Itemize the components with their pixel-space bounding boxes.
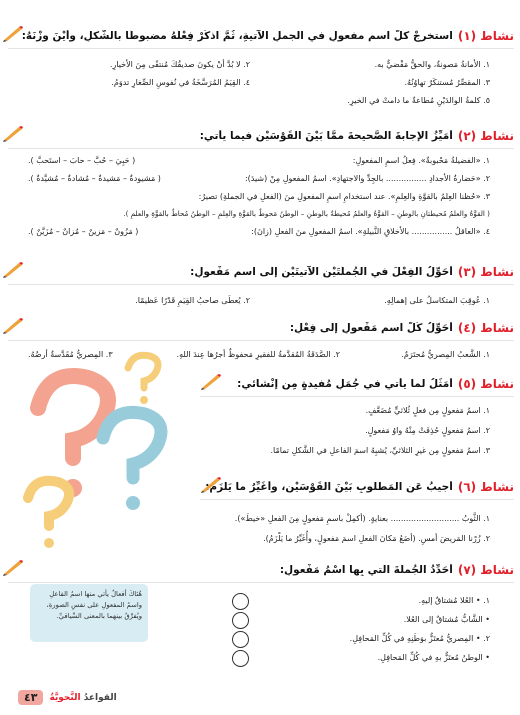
answer-circle[interactable]: [232, 593, 249, 610]
pencil-icon: [2, 262, 24, 278]
activity-2-header: [8, 126, 514, 146]
page-footer: [18, 690, 117, 705]
activity-2-item: ١. «الفضيلةُ مَحْبوبةٌ». فِعلُ اسمِ المفعولِ:: [352, 156, 490, 165]
page-number: ٤٣: [18, 690, 43, 705]
activity-6-item: ١. الثَّوبُ ........................... بعنايةٍ. (أكمِلْ باسمِ مَفعولٍ مِنَ الفعلِ «خيطَ»).: [234, 514, 490, 523]
activity-1-header: [8, 26, 514, 46]
pencil-icon: [2, 126, 24, 142]
note-box: [30, 584, 148, 642]
activity-instruction: أحَوِّلُ الفِعْلَ في الجُملَتَيْنِ الآتيتَيْنِ إلى اسمِ مَفْعولٍ:: [190, 266, 453, 278]
activity-1-item: ٤. القِيَمُ المُرَسَّخَةُ في نُفوسِ الصِّغارِ تدوَمُ.: [111, 78, 250, 87]
activity-3-item: ٢. يُعطَى صاحبُ القِيَمِ قَدْرًا عَظيمًا.: [135, 296, 250, 305]
answer-circle[interactable]: [232, 631, 249, 648]
footer-title-accent: النَّحويَّةُ: [49, 692, 81, 703]
activity-1-item: ٣. المقصِّرُ مُستنكَرٌ تهاوُنُهُ.: [404, 78, 490, 87]
activity-3-item: ١. عُوقِبَ المتكاسلُ على إهمالِهِ.: [384, 296, 490, 305]
question-marks-illustration: [8, 348, 198, 558]
pencil-icon: [200, 477, 222, 493]
pencil-icon: [2, 318, 24, 334]
activity-7-item: • الوطنُ مُعتَزٌّ بهِ في كُلِّ المَحافِلِ.: [377, 653, 490, 662]
activity-instruction: أحَدِّدُ الجُملَةَ الَّتي بِها اسْمُ مَفْعولٍ:: [279, 564, 453, 576]
answer-circle[interactable]: [232, 650, 249, 667]
activity-1-item: ١. الأمانةُ مَصونةٌ، والحقُّ مَقْضيٌّ به.: [374, 60, 490, 69]
activity-6-item: ٢. زُرْنا المَريضَ أمسِ. (أضَعُ مَكانَ الفعلِ اسمَ مَفعولٍ، وأُغَيِّرُ ما يَلْزَمُ).: [263, 534, 490, 543]
pencil-icon: [2, 26, 24, 42]
activity-4-header: [8, 318, 514, 338]
activity-1-item: ٥. كلمةُ الوالدَيْنِ مُطاعةٌ ما دامتْ في الخيرِ.: [347, 96, 490, 105]
activity-instruction: أمَيِّزُ الإجابةَ الصَّحيحةَ ممَّا بَيْنَ القَوْسَيْنِ فيما يأْتي:: [199, 130, 453, 142]
activity-2-options: ( مَشيودةٌ – مَشيدةٌ – مُشادةٌ – مُشيَّدةٌ ).: [28, 174, 161, 183]
activity-label: نشاط (٦): [457, 480, 514, 494]
activity-3-header: [8, 262, 514, 282]
note-text: هُنَاكَ أفعالٌ يأتي منها اسمُ الفاعلِ واسمُ المفعولِ على نفسِ الصورةِ، ويُفرَّقُ بينهما بالمعنى السِّياقيِّ.: [46, 590, 142, 620]
activity-label: نشاط (٥): [457, 377, 514, 391]
activity-2-item: ٢. «حَضارةُ الأجدادِ ................ بالجِدِّ والاجتهادِ». اسمُ المفعولِ مِنْ (شيدَ):: [244, 174, 490, 183]
activity-label: نشاط (٢): [457, 129, 514, 143]
activity-instruction: أمَثِّلُ لما يأتي في جُمَلٍ مُفيدةٍ مِن إنْشائي:: [237, 378, 453, 390]
pencil-icon: [2, 560, 24, 576]
activity-label: نشاط (٣): [457, 265, 514, 279]
activity-7-header: [8, 560, 514, 580]
activity-1-item: ٢. لا بُدَّ أنْ يكونَ صديقُكَ مُنتقًى مِنَ الأخيارِ.: [109, 60, 250, 69]
activity-5-item: ٣. اسمُ مَفعولٍ مِن غيرِ الثلاثيِّ، يُشبِهُ اسمَ الفاعلِ في الشَّكلِ تمامًا.: [270, 446, 490, 455]
activity-label: نشاط (٧): [457, 563, 514, 577]
activity-4-item: ١. الشَّعبُ المِصريُّ مُحتَرَمٌ.: [401, 350, 490, 359]
activity-label: نشاط (٤): [457, 321, 514, 335]
activity-4-item: ٢. الصَّدَقَةُ المُقدَّمةُ للفقيرِ مَحفوظٌ أجرُها عِندَ اللهِ.: [176, 350, 340, 359]
activity-instruction: أُجيبُ عَنِ المَطلوبِ بَيْنَ القَوْسَيْنِ، وأُغَيِّرُ ما يَلْزَمُ:: [205, 481, 453, 493]
activity-5-item: ٢. اسمُ مَفعولٍ حُذِفَتْ مِنْهُ واوُ مَفعولٍ.: [365, 426, 490, 435]
activity-2-options: ( حَبِيَ – حُبَّ – حابَ – استَحبَّ ).: [28, 156, 136, 165]
activity-7-item: ١. • العُلا مُشتاقٌ إليهِ.: [418, 596, 490, 605]
footer-title-main: القواعدُ: [83, 692, 117, 703]
activity-7-item: • الشَّابُّ مُشتاقٌ إلى العُلا.: [403, 615, 490, 624]
answer-circle[interactable]: [232, 612, 249, 629]
activity-2-item: ٣. «حُظنا العِلمُ بالقوَّةِ والعِلمِ». عند استخدامِ اسمِ المفعولِ منَ (الفعلِ في الجملةِ) تصيرُ:: [198, 192, 490, 201]
pencil-icon: [200, 374, 222, 390]
activity-2-options: ( القوَّةُ والعلمُ مُحيطتانِ بالوطنِ – القوَّةُ والعلمُ مُحيطةٌ بالوطنِ – الوطنُ مَحوطٌ بالقوَّةِ والعِلمِ – الوطنُ مُحاطٌ بالقوَّةِ والعلمِ ).: [123, 209, 490, 218]
activity-label: نشاط (١): [457, 29, 514, 43]
activity-7-item: ٢. • المِصريُّ مُعتَزٌّ بوَطَنِهِ في كُلِّ المَحافِلِ.: [349, 634, 490, 643]
activity-4-item: ٣. المِصريُّ مُقَدَّسةٌ أرضُهُ.: [28, 350, 113, 359]
activity-6-header: [200, 477, 514, 497]
activity-5-header: [200, 374, 514, 394]
activity-2-options: ( مَزُونٌ – مَزينٌ – مُزانٌ – مُزَيَّنٌ ).: [28, 227, 139, 236]
activity-instruction: استخرجْ كلَّ اسمِ مفعولٍ في الجملِ الآتيةِ، ثُمَّ اذكُرْ فِعْلَهُ مضبوطًا بالشَّكلِ، وأيْنَ وزْنَهُ:: [21, 30, 453, 42]
activity-instruction: أحَوِّلُ كُلَّ اسمِ مَفْعولٍ إلى فِعْلٍ:: [289, 322, 453, 334]
activity-5-item: ١. اسمُ مَفعولٍ مِن فعلٍ ثُلاثيٍّ مُضَعَّفٍ.: [365, 406, 490, 415]
activity-2-item: ٤. «العاقلُ ................ بالأخلاقِ النَّبيلةِ». اسمُ المفعولِ منَ الفعلِ (زانَ):: [251, 227, 490, 236]
footer-title: [49, 693, 116, 703]
